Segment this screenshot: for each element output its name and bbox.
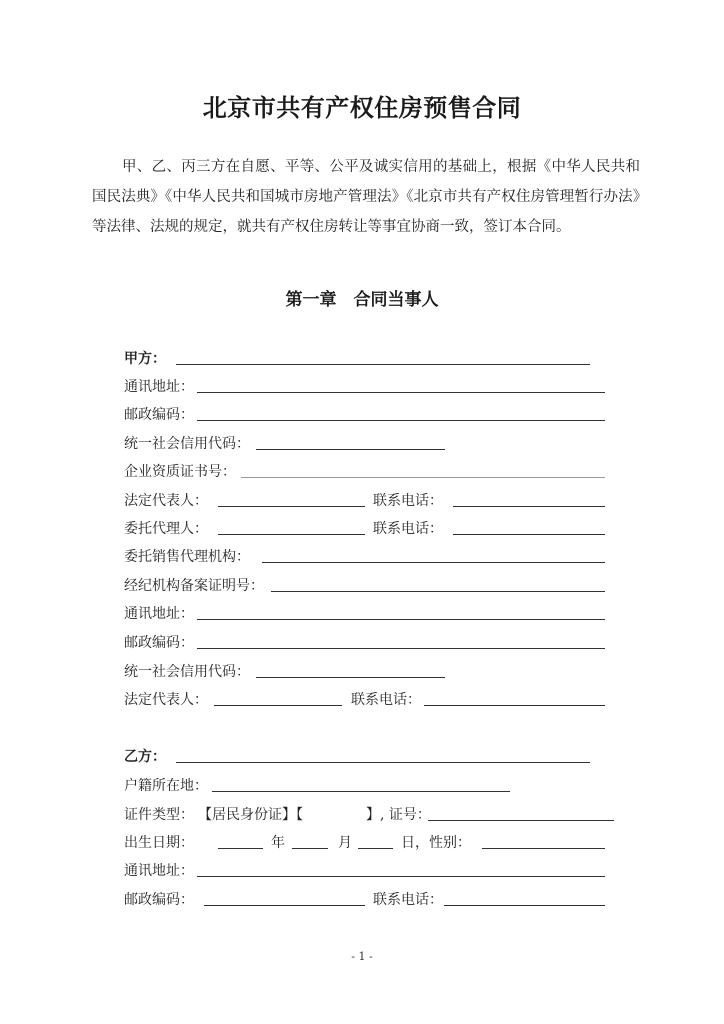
party-b-birth-label: 出生日期： [124,835,194,851]
agency-postcode-label: 邮政编码： [124,635,194,651]
agency-legal-rep-field[interactable] [214,705,342,706]
party-b-gender-field[interactable] [482,848,605,849]
birth-month-field[interactable] [292,848,328,849]
agency-phone-label: 联系电话： [351,692,421,708]
sales-agency-field[interactable] [262,562,605,563]
party-b-address-label: 通讯地址： [124,863,194,879]
birth-year-label: 年 [271,835,285,851]
party-a-agent-phone-label: 联系电话： [373,521,443,537]
agency-phone-field[interactable] [424,705,605,706]
birth-month-label: 月 [338,835,352,851]
party-a-legal-rep-field[interactable] [218,506,365,507]
party-a-phone-field[interactable] [453,506,605,507]
party-b-id-option[interactable]: 【居民身份证】【 [198,807,303,823]
party-a-legal-rep-label: 法定代表人： [124,493,208,509]
party-b-postcode-field[interactable] [204,905,365,906]
party-a-name-field[interactable] [176,364,590,365]
agency-address-field[interactable] [197,619,605,620]
agency-address-label: 通讯地址： [124,606,194,622]
party-b-phone-label: 联系电话： [373,892,443,908]
party-b-name-field[interactable] [176,762,590,763]
party-b-postcode-label: 邮政编码： [124,892,194,908]
broker-record-field[interactable] [271,591,605,592]
party-b-id-number-field[interactable] [428,820,614,821]
party-a-agent-field[interactable] [218,534,365,535]
document-title: 北京市共有产权住房预售合同 [202,94,522,122]
party-b-household-field[interactable] [212,791,510,792]
party-b-household-label: 户籍所在地： [124,778,208,794]
party-a-address-label: 通讯地址： [124,379,194,395]
chapter-heading: 第一章 合同当事人 [285,290,439,310]
sales-agency-label: 委托销售代理机构： [124,549,250,565]
page-number: - 1 - [351,950,373,963]
party-a-address-field[interactable] [197,392,605,393]
party-a-qualification-field[interactable] [241,477,605,478]
party-b-id-number-label: 】, 证号： [366,807,431,823]
birth-day-gender-label: 日，性别： [401,835,471,851]
party-a-postcode-field[interactable] [197,420,605,421]
party-b-label: 乙方： [124,749,166,765]
party-a-agent-phone-field[interactable] [453,534,605,535]
agency-legal-rep-label: 法定代表人： [124,692,208,708]
party-a-phone-label: 联系电话： [373,493,443,509]
birth-year-field[interactable] [218,848,263,849]
party-b-address-field[interactable] [197,876,605,877]
party-a-postcode-label: 邮政编码： [124,407,194,423]
agency-credit-code-field[interactable] [256,677,445,678]
party-a-label: 甲方： [124,351,166,367]
broker-record-label: 经纪机构备案证明号： [124,578,264,594]
agency-credit-code-label: 统一社会信用代码： [124,664,250,680]
birth-day-field[interactable] [358,848,393,849]
party-a-qualification-label: 企业资质证书号： [124,464,236,480]
party-b-phone-field[interactable] [444,905,605,906]
party-a-credit-code-field[interactable] [256,449,445,450]
party-a-credit-code-label: 统一社会信用代码： [124,436,250,452]
agency-postcode-field[interactable] [197,648,605,649]
intro-paragraph [92,152,640,242]
party-b-id-type-label: 证件类型： [124,807,194,823]
party-a-agent-label: 委托代理人： [124,521,208,537]
intro-text: 甲、乙、丙三方在自愿、平等、公平及诚实信用的基础上，根据《中华人民共和国民法典》《中华人民共和国城市房地产管理法》《北京市共有产权住房管理暂行办法》等法律、法规的规定，就共有产权住房转让等事宜协商一致，签订本合同。 [92,159,640,235]
